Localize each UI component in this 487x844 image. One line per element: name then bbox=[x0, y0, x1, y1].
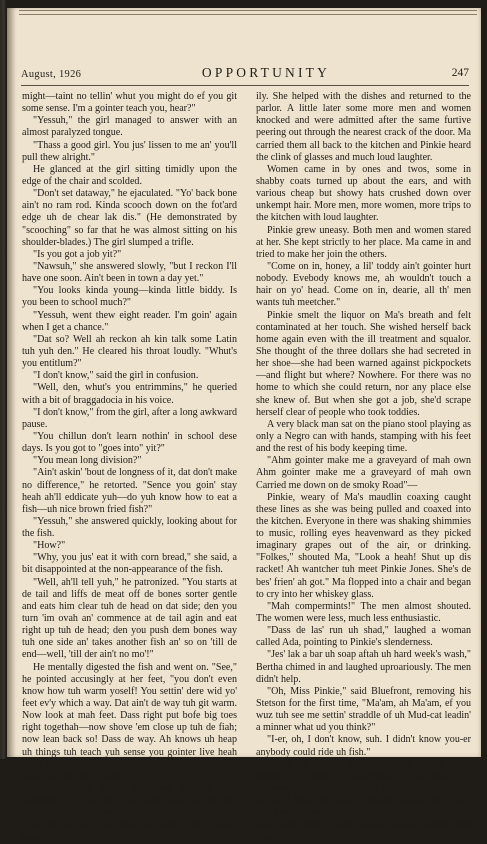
paragraph: Pinkie, weary of Ma's maudlin coaxing caught these lines as she was being pulled and coaxed into the kitchen. Everyone in there was shaking shimmies to music, rolling eyes heavenward as they picked imaginary grapes out of the air, or drinking. "Folkes," shouted Ma, "Look a heah! Shut up dis racket! Ah wantcher tuh meet Pinkie Jones. She's de bes' frien' ah got." Ma flopped into a chair and began to cry into her whiskey glass. bbox=[256, 491, 471, 600]
paragraph: Pinkie smelt the liquor on Ma's breath and felt contaminated at her touch. She wished herself back home again even with the ill treatment and squalor. She thought of the three dollars she had secreted in her shoe—she had been warned against pickpockets—and flight but where? Nowhere. For there was no home to which she could return, nor any place else she knew of. But when she got a job, she'd scrape herself clear of people who took toddies. bbox=[256, 309, 471, 418]
running-head bbox=[21, 65, 469, 83]
right-text-column bbox=[256, 91, 471, 843]
paragraph: "I don't know," said the girl in confusion. bbox=[33, 370, 199, 382]
paragraph: Ma appeared at the door and the old man withdrew so far into his rags that he all but disappeared. They went to supper where there was fried fish but forgot all rules for eating it and just ate heart- bbox=[22, 783, 237, 843]
top-double-rule bbox=[19, 10, 477, 15]
paragraph: "Dat so? Well ah reckon ah kin talk some Latin tuh yuh den." He cleared his throat loudly. "Whut's you entitlum?" bbox=[22, 333, 237, 370]
paragraph: "Mah compermints!" The men almost shouted. The women were less, much less enthusiastic. bbox=[256, 600, 471, 625]
magazine-title: OPPORTUNITY bbox=[201, 65, 331, 80]
paragraph: He mentally digested the fish and went on. "See," he pointed accusingly at her feet, "you don't even know how tuh warm yoself! You settin' dere wid yo' feet ev'y which a way. Dat ain't de way tuh git warm. Now look at mah feet. Dass right put bofe big toes right togethah—now shove 'em close up tuh de fiah; now lean back so! Dass de way. Ah knows uh heap uh things tuh teach yuh sense you gointer live heah—ah learns all of 'em while de ole lady is paddlin' roun' out dere in de yard." bbox=[22, 661, 237, 782]
paragraph: "Don't set dataway," he ejaculated. "Yo' back bone ain't no ram rod. Kinda scooch down on the fot'ard edge uh de chear lak dis." (He demonstrated by "scooching" so far that he was almost sitting on his shoulder-blades.) The girl slumped a trifle. bbox=[22, 188, 237, 248]
paragraph: "You chillun don't learn nothin' in school dese days. Is you got to "goes into" yit?" bbox=[22, 430, 237, 455]
paragraph: "Yessuh," the girl managed to answer with an almost paralyzed tongue. bbox=[22, 115, 237, 139]
paragraph: "Nawsuh," she answered slowly, "but I reckon I'll have one soon. Ain't been in town a day yet." bbox=[22, 260, 237, 285]
paragraph: "Thass a good girl. You jus' lissen to me an' you'll pull thew alright." bbox=[22, 139, 237, 163]
paragraph: "Ahm gointer make me a graveyard of mah own Ahm gointer make me a graveyard of mah own Carried me down on de smoky Road"— bbox=[256, 455, 471, 491]
paragraph: He glanced at the girl sitting timidly upon the edge of the chair and scolded. bbox=[22, 163, 237, 187]
paragraph: "Yessuh," she answered quickly, looking about for the fish. bbox=[22, 515, 237, 540]
paragraph: "Stick uh roun' me, baby, an' you'll wear diamon's." Bluefront swaggered. "Look heah, lil' Pigmeat, youse some sharp! If you didn't had but one eye ah'd think you wuz a needle—thass how sharp you looks to me. Say, mah right foot is itchin'. Do dat mean ah'm gointer walk on some strange ground wid you?" bbox=[256, 758, 471, 843]
paragraph: "Come on in, honey, a lil' toddy ain't gointer hurt nobody. Evebody knows me, ah wouldn't touch a hair on yo' head. Come on in, dearie, all th' men wants tuh meetcher." bbox=[256, 260, 471, 309]
page-number: 247 bbox=[451, 67, 469, 79]
paragraph: "Ain't askin' 'bout de longness of it, dat don't make no difference," he retorted. "Sence you goin' stay heah ah'll eddicate yuh—do yuh know how to eat a fish—uh nice brown fried fish?" bbox=[22, 467, 237, 515]
paragraph: A very black man sat on the piano stool playing as only a Negro can with hands, stamping with his feet and the rest of his body keeping time. bbox=[256, 418, 471, 455]
paragraph: "Well, den, whut's you entrimmins," he queried with a bit of braggadocia in his voice. bbox=[22, 382, 237, 406]
header-rule bbox=[21, 85, 469, 86]
paragraph: "Oh, Miss Pinkie," said Bluefront, removing his Stetson for the first time, "Ma'am, ah Ma'am, ef you wuz tuh see me settin' straddle of uh Mud-cat leadin' a minner what ud you think?" bbox=[256, 685, 471, 734]
paragraph: "I don't know," from the girl, after a long awkward pause. bbox=[22, 406, 237, 430]
paragraph: "Why, you jus' eat it with corn bread," she said, a bit disappointed at the non-appearance of the fish. bbox=[22, 552, 237, 576]
paragraph: "Dass de las' run uh shad," laughed a woman called Ada, pointing to Pinkie's slenderness. bbox=[256, 625, 471, 649]
paragraph: "I-er, oh, I don't know, suh. I didn't know you-er anybody could ride uh fish." bbox=[256, 734, 471, 758]
paragraph: Pinkie grew uneasy. Both men and women stared at her. She kept strictly to her place. Ma came in and tried to make her join the others. bbox=[256, 224, 471, 260]
paragraph: "How?" bbox=[33, 540, 66, 552]
issue-date: August, 1926 bbox=[21, 69, 82, 80]
paragraph: "Yessuh, went thew eight reader. I'm goin' again when I get a chance." bbox=[22, 309, 237, 333]
paragraph: "Is you got a job yit?" bbox=[33, 248, 122, 260]
paragraph: Women came in by ones and twos, some in shabby coats turned up about the ears, and with various cheap but showy hats crushed down over unkempt hair. More men, more women, more trips to the kitchen with loud laughter. bbox=[256, 163, 471, 224]
paragraph: "You looks kinda young—kinda little biddy. Is you been to school much?" bbox=[22, 285, 237, 309]
left-text-column bbox=[22, 91, 237, 843]
paragraph: might—taint no tellin' whut you might do ef you git some sense. I'm a gointer teach you, hear?" bbox=[22, 91, 237, 115]
magazine-page bbox=[7, 8, 481, 843]
paragraph: "Well, ah'll tell yuh," he patronized. "You starts at de tail and liffs de meat off de bones sorter gentle and eats him clear tuh de head on dat side; den you turn 'im ovah an' commence at de tail agin and eat right up tuh de head; den you push dem bones way tuh one side an' takes another fish an' so on 'till de end—well, 'till der ain't no mo'!" bbox=[22, 576, 237, 661]
paragraph: "Jes' lak a bar uh soap aftah uh hard week's wash," Bertha chimed in and laughed uproariously. The men didn't help. bbox=[256, 649, 471, 685]
paragraph: ily. She helped with the dishes and returned to the parlor. A little later some more men and women knocked and were admitted after the same furtive peering out through the nearest crack of the door. Ma carried them all back to the kitchen and Pinkie heard the clink of glasses and much loud laughter. bbox=[256, 91, 471, 163]
paragraph: "You mean long division?" bbox=[33, 455, 142, 467]
